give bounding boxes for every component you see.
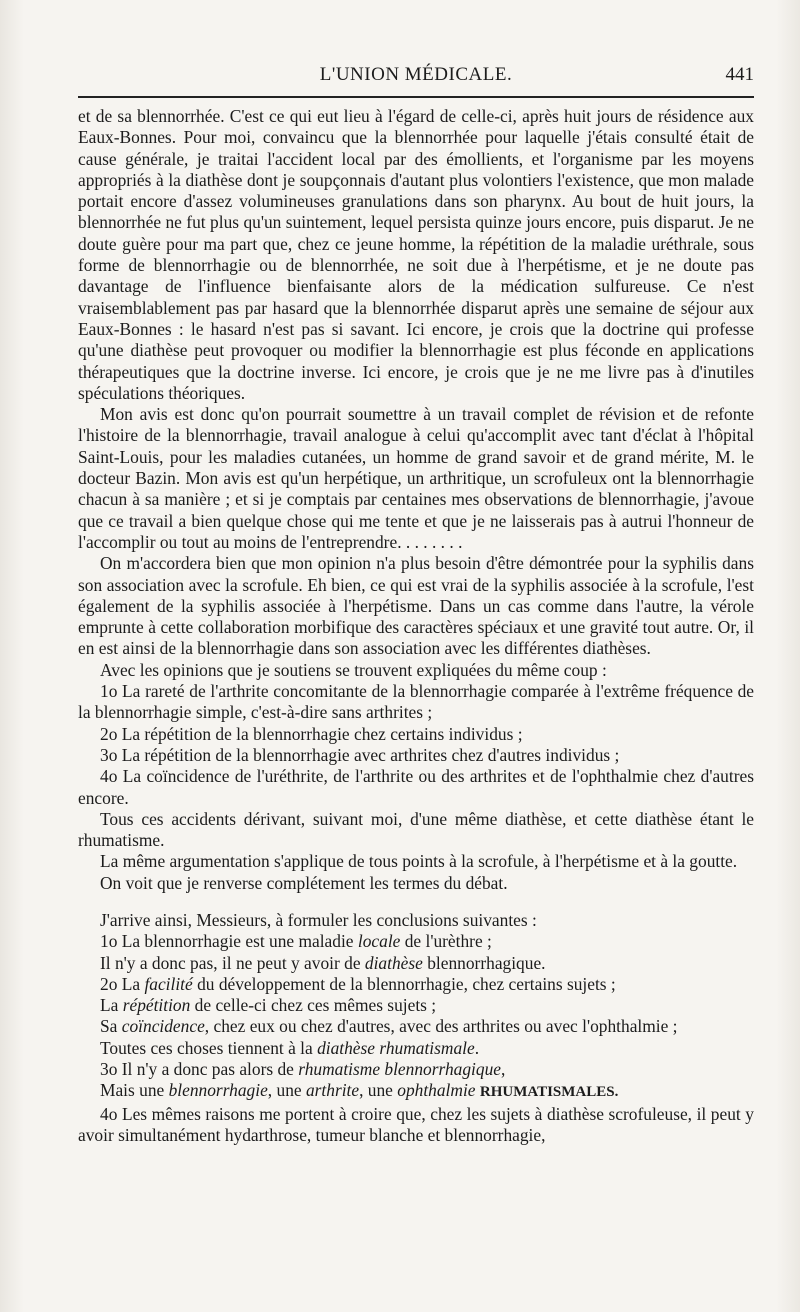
conclusions-intro: J'arrive ainsi, Messieurs, à formuler les conclusions suivantes :: [100, 909, 537, 930]
article-body: [78, 106, 754, 1146]
paragraph: et de sa blennorrhée. C'est ce qui eut lieu à l'égard de celle-ci, après huit jours de résidence aux Eaux-Bonnes. Pour moi, convaincu que la blennorrhée pour laquelle j'étais consulté était de cause générale, je traitai l'accident local par des émollients, et l'organisme par les moyens appropriés à la diathèse dont je soupçonnais d'autant plus volontiers l'existence, que mon malade portait encore d'assez volumineuses granulations dans son pharynx. Au bout de huit jours, la blennorrhée ne fut plus qu'un suintement, lequel persista quinze jours encore, puis disparut. Je ne doute guère pour ma part que, chez ce jeune homme, la répétition de la maladie uréthrale, sous forme de blennorrhagie ou de blennorrhée, ne soit due à l'herpétisme, et je ne doute pas davantage de l'influence bienfaisante alors de la médication sulfureuse. Ce n'est vraisemblablement pas par hasard que la blennorrhée disparut après une semaine de séjour aux Eaux-Bonnes : le hasard n'est pas si savant. Ici encore, je crois que la doctrine qui professe qu'une diathèse peut provoquer ou modifier la blennorrhagie est plus féconde en applications thérapeutiques que la doctrine inverse. Ici encore, je crois que je ne me livre pas à d'inutiles spéculations théoriques.: [78, 106, 754, 403]
list-item: 2o La répétition de la blennorrhagie chez certains individus ;: [100, 723, 523, 744]
running-header: [78, 60, 754, 90]
journal-title: L'UNION MÉDICALE.: [319, 64, 513, 85]
conclusion-line: La répétition de celle-ci chez ces mêmes sujets ;: [100, 995, 437, 1016]
conclusion-line: Toutes ces choses tiennent à la diathèse rhumatismale.: [100, 1037, 480, 1058]
paragraph: On m'accordera bien que mon opinion n'a plus besoin d'être démontrée pour la syphilis dans son association avec la scrofule. Eh bien, ce qui est vrai de la syphilis associée à la scrofule, l'est également de la syphilis associée à l'herpétisme. Dans un cas comme dans l'autre, la vérole emprunte à cette collaboration morbifique des caractères spéciaux et une gravité tout autre. Or, il en est ainsi de la blennorrhagie dans son association avec les différentes diathèses.: [78, 553, 754, 659]
paragraph: Tous ces accidents dérivant, suivant moi, d'une même diathèse, et cette diathèse étant le rhumatisme.: [78, 808, 754, 851]
paragraph: La même argumentation s'applique de tous points à la scrofule, à l'herpétisme et à la goutte.: [100, 851, 738, 872]
paragraph: Mon avis est donc qu'on pourrait soumettre à un travail complet de révision et de refonte l'histoire de la blennorrhagie, travail analogue à celui qu'accomplit avec tant d'éclat à l'hôpital Saint-Louis, pour les maladies cutanées, un homme de grand savoir et de grand mérite, M. le docteur Bazin. Mon avis est qu'un herpétique, un arthritique, un scrofuleux ont la blennorrhagie chacun à sa manière ; et si je comptais par centaines mes observations de blennorrhagie, j'avoue que ce travail a bien quelque chose qui me tente et que je ne laisserais pas à autrui l'honneur de l'accomplir ou tout au moins de l'entreprendre. . . . . . . .: [78, 404, 754, 552]
list-item: 3o La répétition de la blennorrhagie avec arthrites chez d'autres individus ;: [100, 744, 620, 765]
conclusion-line: 4o Les mêmes raisons me portent à croire que, chez les sujets à diathèse scrofuleuse, il peut y avoir simultanément hydarthrose, tumeur blanche et blennorrhagie,: [78, 1103, 754, 1145]
list-item: 4o La coïncidence de l'uréthrite, de l'arthrite ou des arthrites et de l'ophthalmie chez d'autres encore.: [78, 766, 754, 808]
section-gap: [78, 894, 754, 910]
conclusion-line: Sa coïncidence, chez eux ou chez d'autres, avec des arthrites ou avec l'ophthalmie ;: [100, 1016, 678, 1037]
header-rule: [78, 96, 754, 98]
paragraph: Avec les opinions que je soutiens se trouvent expliquées du même coup :: [100, 659, 607, 680]
conclusion-line: 2o La facilité du développement de la blennorrhagie, chez certains sujets ;: [100, 973, 616, 994]
paragraph: On voit que je renverse complétement les termes du débat.: [100, 872, 508, 893]
conclusion-line: 1o La blennorrhagie est une maladie locale de l'urèthre ;: [100, 931, 492, 952]
page-number: 441: [725, 64, 754, 85]
conclusion-line: Mais une blennorrhagie, une arthrite, une ophthalmie RHUMATISMALES.: [100, 1080, 619, 1101]
conclusion-line: 3o Il n'y a donc pas alors de rhumatisme blennorrhagique,: [100, 1059, 506, 1080]
conclusion-line: Il n'y a donc pas, il ne peut y avoir de diathèse blennorrhagique.: [100, 952, 546, 973]
list-item: 1o La rareté de l'arthrite concomitante de la blennorrhagie comparée à l'extrême fréquence de la blennorrhagie simple, c'est-à-dire sans arthrites ;: [78, 681, 754, 723]
